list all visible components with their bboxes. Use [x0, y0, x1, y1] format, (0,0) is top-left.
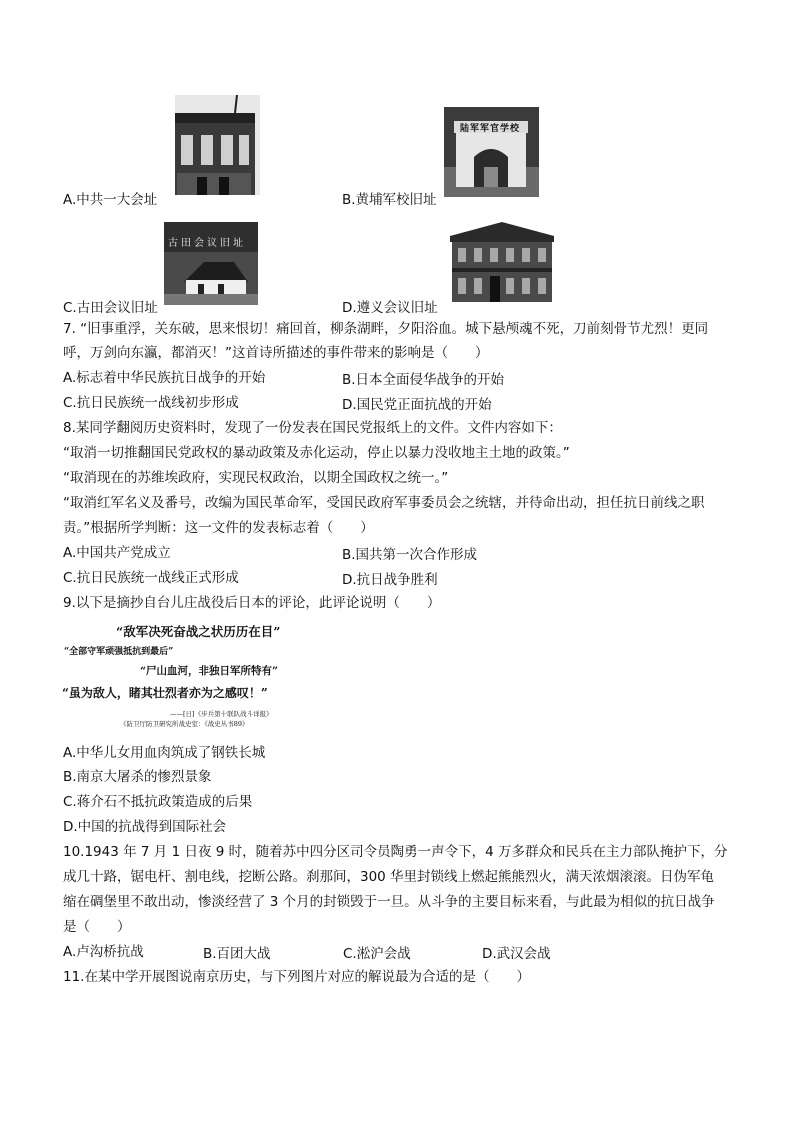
q8-stem-line4: “取消红军名义及番号，改编为国民革命军，受国民政府军事委员会之统辖，并待命出动，担任抗日前线之职 [63, 495, 705, 511]
q9-option-d: D.中国的抗战得到国际社会 [63, 819, 227, 835]
q8-stem-line5: 责。”根据所学判断：这一文件的发表标志着（ ） [63, 520, 374, 536]
q11-stem: 11.在某中学开展图说南京历史，与下列图片对应的解说最为合适的是（ ） [63, 969, 530, 985]
photo-option-b [444, 107, 539, 197]
q9-stem: 9.以下是摘抄自台儿庄战役后日本的评论，此评论说明（ ） [63, 595, 441, 611]
q9-quote-clipping [60, 620, 310, 728]
option-a-label: A.中共一大会址 [63, 192, 158, 208]
q9-option-b: B.南京大屠杀的惨烈景象 [63, 769, 212, 785]
q8-option-d: D.抗日战争胜利 [342, 572, 438, 588]
option-c-label: C.古田会议旧址 [63, 300, 158, 316]
q9-option-a: A.中华儿女用血肉筑成了钢铁长城 [63, 745, 266, 761]
q10-stem-line3: 缩在碉堡里不敢出动，惨淡经营了 3 个月的封锁毁于一旦。从斗争的主要目标来看，与此最为相似的抗日战争 [63, 894, 715, 910]
photo-option-c [164, 222, 258, 305]
q9-quote-3: “尸山血河，非独日军所特有” [140, 665, 279, 677]
option-b-label: B.黄埔军校旧址 [342, 192, 437, 208]
q7-stem-line1: 7. “旧事重浮，关东破，思来恨切！痛回首，柳条湖畔，夕阳浴血。城下悬颅魂不死，刀前刻骨节尤烈！更同 [63, 321, 709, 337]
q10-stem-line4: 是（ ） [63, 919, 131, 935]
q10-option-a: A.卢沟桥抗战 [63, 944, 144, 960]
option-d-label: D.遵义会议旧址 [342, 300, 438, 316]
gutian-sign: 古田会议旧址 [168, 238, 246, 249]
photo-option-a [167, 95, 260, 195]
q10-option-c: C.淞沪会战 [343, 946, 411, 962]
q9-source-2: 《防卫厅防卫研究所战史室：《战史丛书89》 [120, 720, 249, 728]
q9-quote-1: “敌军决死奋战之状历历在目” [116, 624, 281, 639]
q10-option-b: B.百团大战 [203, 946, 271, 962]
q7-option-c: C.抗日民族统一战线初步形成 [63, 395, 239, 411]
q7-option-d: D.国民党正面抗战的开始 [342, 397, 492, 413]
q8-stem-line1: 8.某同学翻阅历史资料时，发现了一份发表在国民党报纸上的文件。文件内容如下： [63, 420, 562, 436]
q8-stem-line3: “取消现在的苏维埃政府，实现民权政治，以期全国政权之统一。” [63, 470, 449, 486]
q8-stem-line2: “取消一切推翻国民党政权的暴动政策及赤化运动，停止以暴力没收地主土地的政策。” [63, 445, 570, 461]
photo-option-d [446, 218, 558, 305]
q9-option-c: C.蒋介石不抵抗政策造成的后果 [63, 794, 253, 810]
q7-option-a: A.标志着中华民族抗日战争的开始 [63, 370, 266, 386]
q9-source-1: ——[日]《步兵第十联队战斗详报》 [170, 710, 273, 718]
q7-stem-line2: 呼，万剑向东瀛，都消灭！”这首诗所描述的事件带来的影响是（ ） [63, 345, 489, 361]
q8-option-a: A.中国共产党成立 [63, 545, 171, 561]
q10-stem-line1: 10.1943 年 7 月 1 日夜 9 时，随着苏中四分区司令员陶勇一声令下，4 万多群众和民兵在主力部队掩护下，分 [63, 844, 728, 860]
building-photo [167, 95, 260, 195]
q9-quote-4: “虽为敌人，睹其壮烈者亦为之感叹！” [62, 686, 268, 700]
q7-option-b: B.日本全面侵华战争的开始 [342, 372, 505, 388]
q10-stem-line2: 成几十路，锯电杆、割电线，挖断公路。刹那间，300 华里封锁线上燃起熊熊烈火，满天浓烟滚滚。日伪军龟 [63, 869, 715, 885]
gate-sign: 陆军军官学校 [460, 124, 521, 134]
q8-option-c: C.抗日民族统一战线正式形成 [63, 570, 239, 586]
building-photo [446, 218, 558, 305]
q8-option-b: B.国共第一次合作形成 [342, 547, 478, 563]
q9-quote-2: “全部守军顽强抵抗到最后” [64, 647, 174, 657]
q10-option-d: D.武汉会战 [482, 946, 551, 962]
